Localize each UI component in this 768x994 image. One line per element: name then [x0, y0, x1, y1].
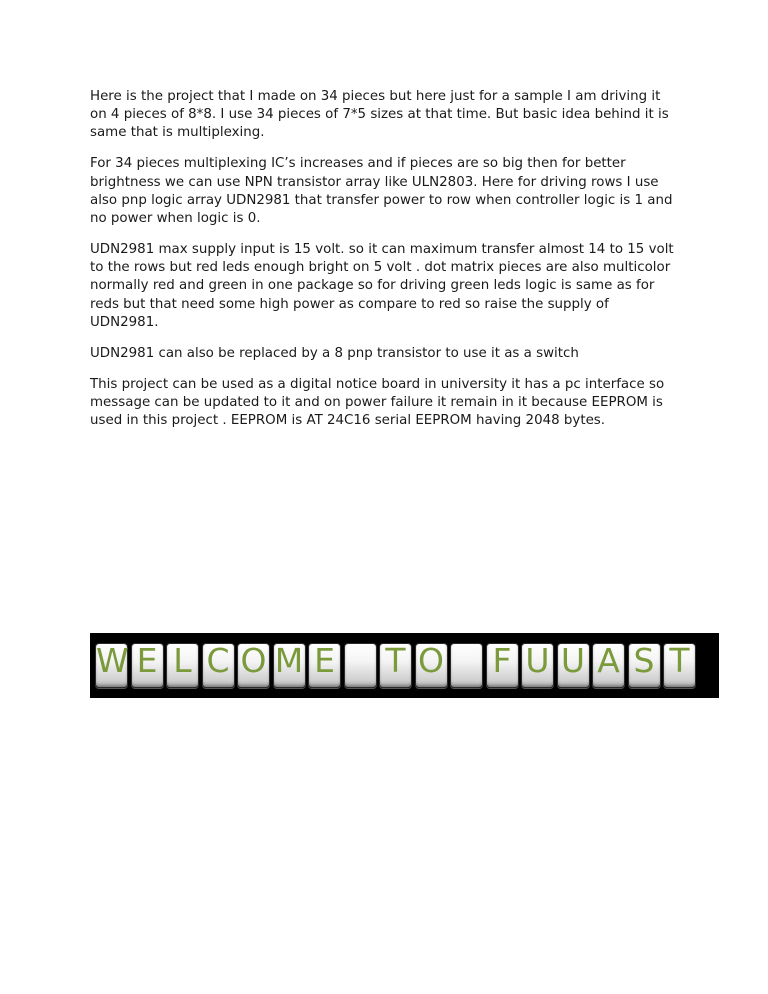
- banner-key-letter: A: [597, 641, 620, 680]
- banner-key: [131, 643, 164, 688]
- banner-key-row: [95, 643, 699, 691]
- banner-key-letter: L: [173, 641, 192, 680]
- banner-key-letter: U: [560, 641, 586, 680]
- banner-key: [237, 643, 270, 688]
- banner-key-letter: O: [240, 641, 267, 680]
- banner-key-letter: C: [206, 641, 230, 680]
- banner-key: [308, 643, 341, 688]
- banner-key: [521, 643, 554, 688]
- banner-key-letter: U: [525, 641, 550, 680]
- banner-key-letter: E: [136, 641, 158, 680]
- banner-key-letter: O: [418, 641, 444, 680]
- welcome-banner-image: [90, 633, 719, 698]
- paragraph-pnp-switch: UDN2981 can also be replaced by a 8 pnp transistor to use it as a switch: [90, 345, 579, 361]
- paragraph-multiplexing: For 34 pieces multiplexing IC’s increases and if pieces are so big then for better brightness we can use NPN transistor array like ULN2803. Here for driving rows I use also pnp logic array UDN2981 that transfer power to row when controller logic is 1 and no power when logic is 0.: [90, 156, 673, 227]
- banner-key-letter: S: [633, 641, 655, 680]
- banner-key: [628, 643, 661, 688]
- banner-key-letter: W: [96, 641, 129, 680]
- banner-key-letter: T: [669, 641, 690, 680]
- banner-key: [95, 643, 128, 688]
- paragraph-project-intro: Here is the project that I made on 34 pieces but here just for a sample I am driving it on 4 pieces of 8*8. I use 34 pieces of 7*5 sizes at that time. But basic idea behind it is same that is multiplexing.: [90, 89, 669, 141]
- banner-key: [202, 643, 235, 688]
- banner-key: [450, 643, 483, 688]
- banner-key-letter: F: [492, 641, 512, 680]
- document-body: [90, 88, 678, 443]
- banner-key: [344, 643, 377, 688]
- banner-key: [273, 643, 306, 688]
- banner-key: [592, 643, 625, 688]
- paragraph-notice-board: This project can be used as a digital notice board in university it has a pc interface so message can be updated to it and on power failure it remain in it because EEPROM is used in this project . EEPROM is AT 24C16 serial EEPROM having 2048 bytes.: [90, 376, 665, 429]
- banner-key-letter: E: [314, 641, 335, 680]
- banner-key: [486, 643, 519, 688]
- banner-key: [415, 643, 448, 688]
- banner-key: [663, 643, 696, 688]
- banner-key-letter: T: [385, 641, 406, 680]
- banner-key: [379, 643, 412, 688]
- paragraph-udn2981-supply: UDN2981 max supply input is 15 volt. so it can maximum transfer almost 14 to 15 volt to the rows but red leds enough bright on 5 volt . dot matrix pieces are also multicolor normally red and green in one package so for driving green leds logic is same as for reds but that need some high power as compare to red so raise the supply of UDN2981.: [90, 242, 674, 330]
- banner-key-letter: M: [274, 641, 304, 680]
- banner-key: [166, 643, 199, 688]
- banner-key: [557, 643, 590, 688]
